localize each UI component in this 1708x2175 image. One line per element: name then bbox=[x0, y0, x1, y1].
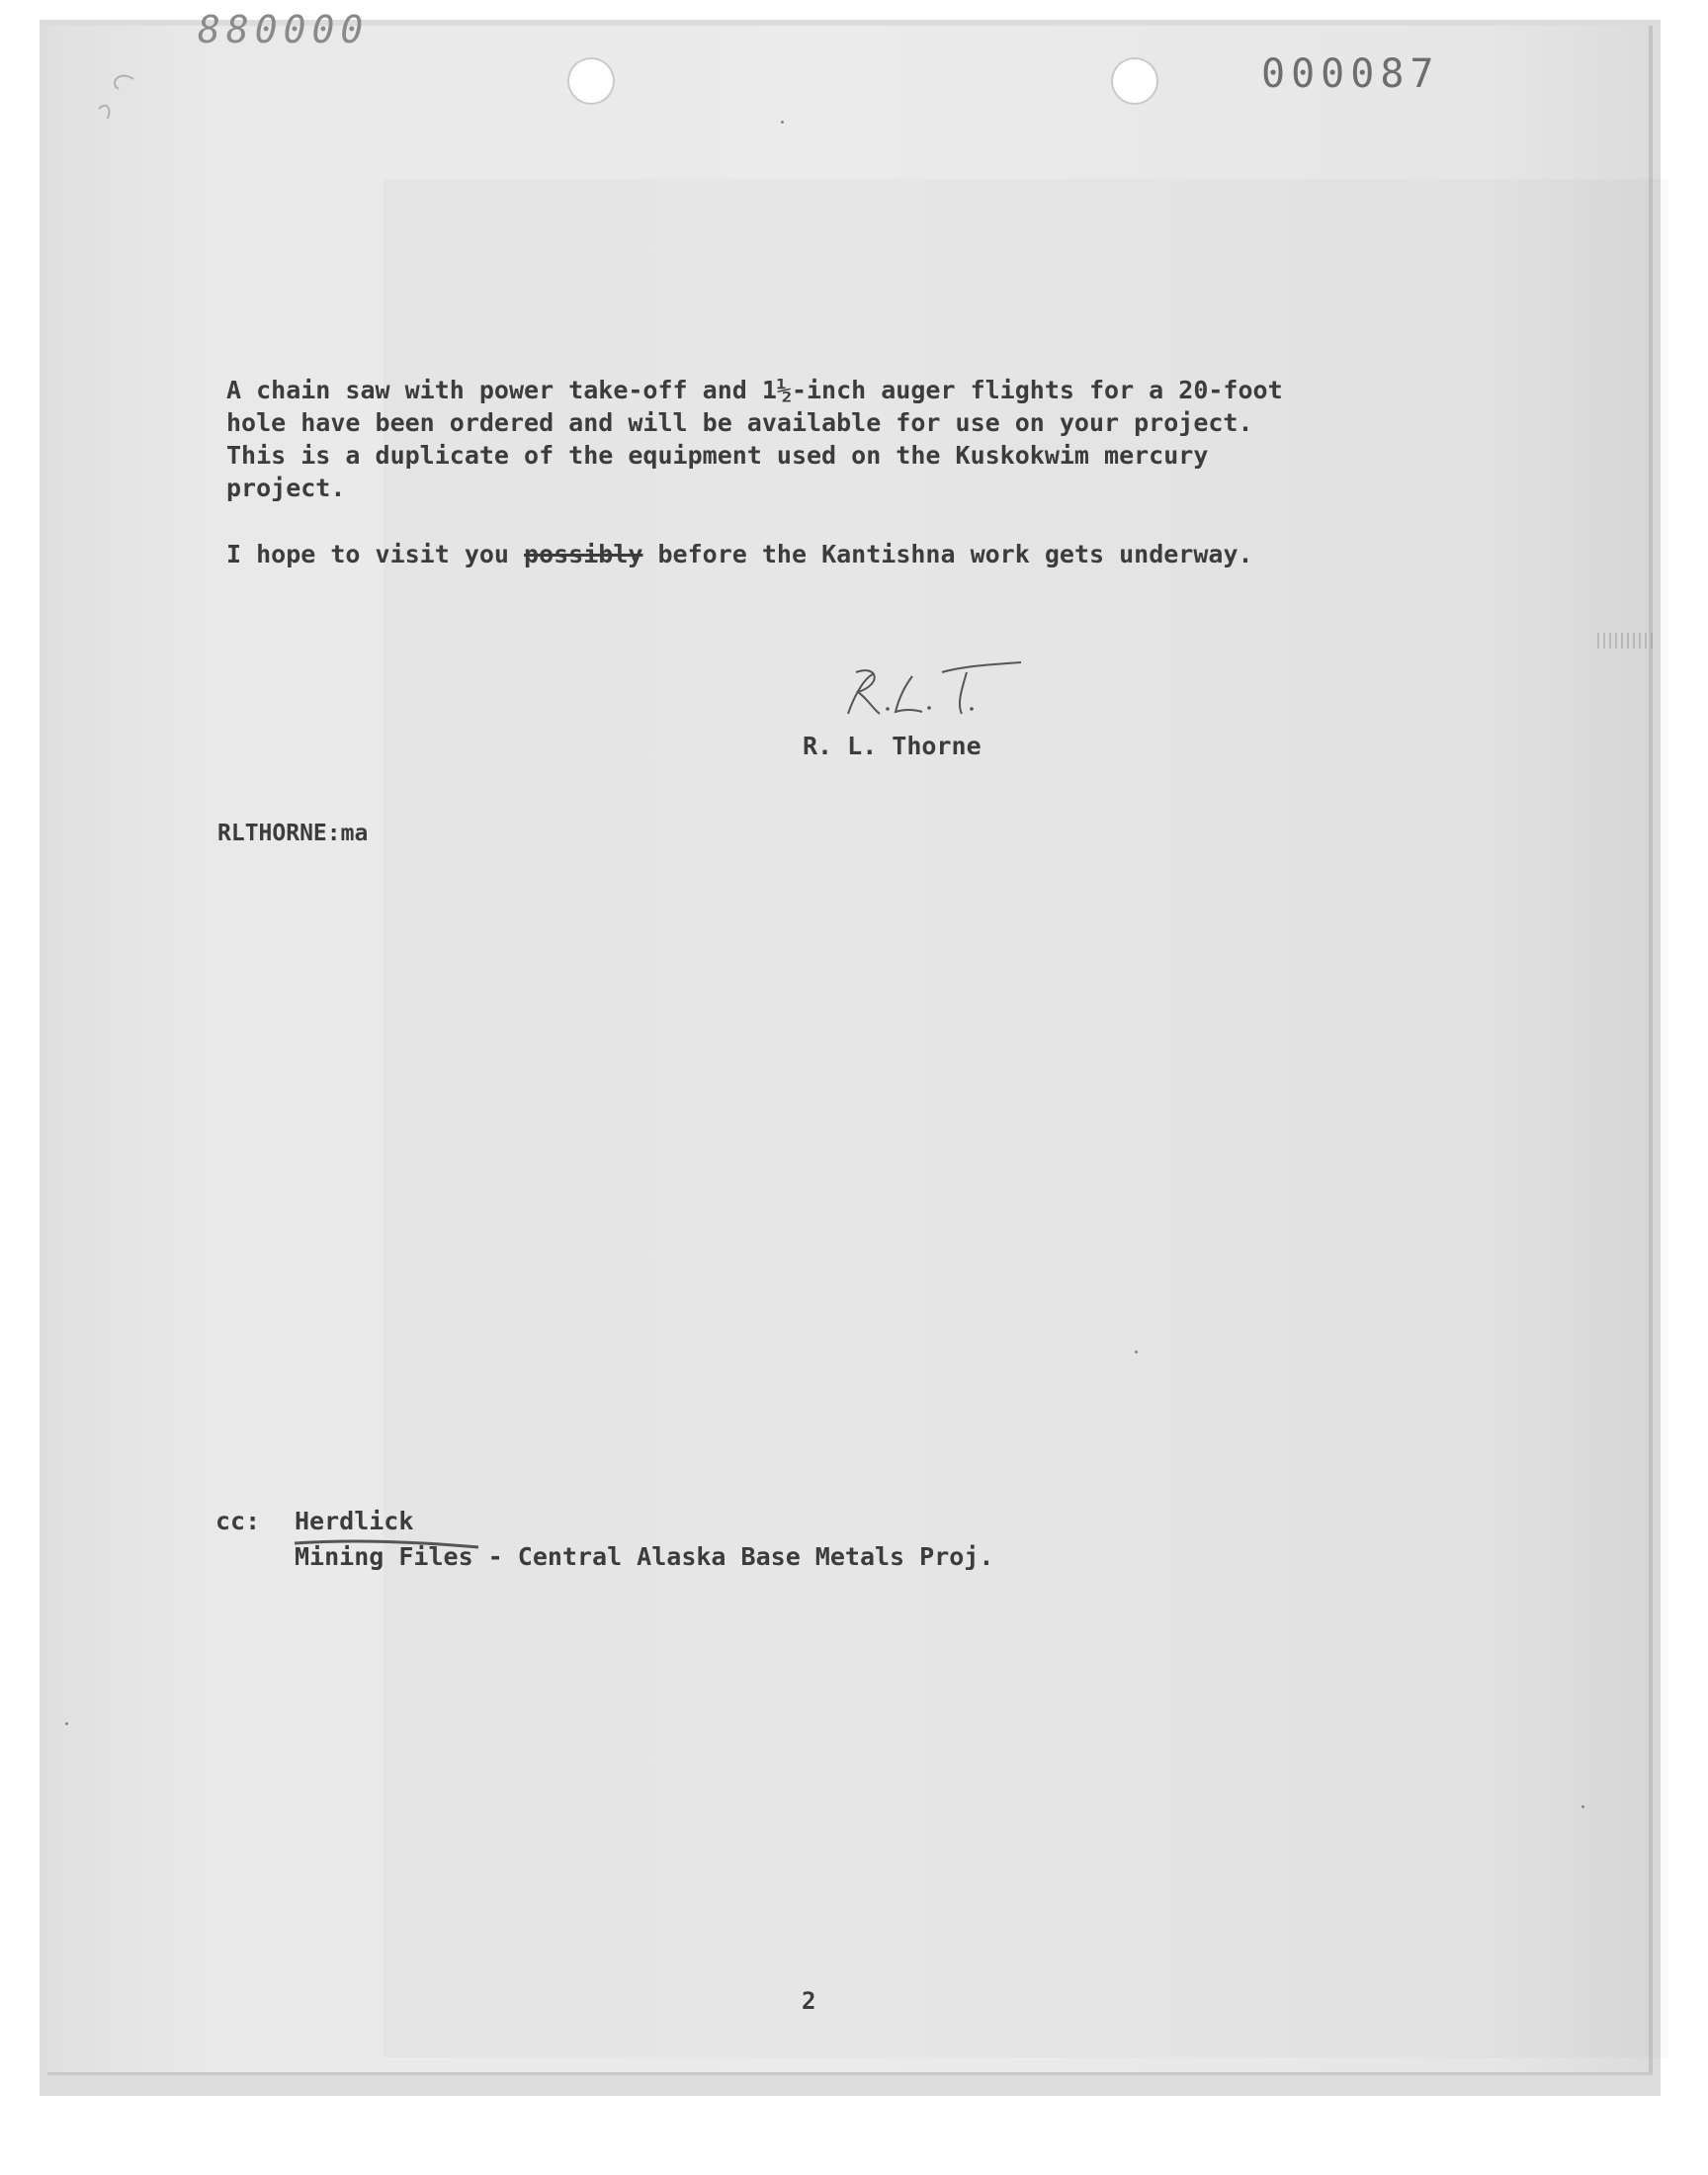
archive-stamp-right: 000087 bbox=[1261, 51, 1440, 97]
cc-label: cc: bbox=[215, 1507, 261, 1535]
scan-edge-mark bbox=[1597, 633, 1657, 649]
handwritten-signature bbox=[818, 654, 1036, 724]
paragraph-visit bbox=[226, 540, 1253, 568]
signer-name: R. L. Thorne bbox=[803, 732, 982, 760]
visit-text-start: I hope to visit you bbox=[226, 540, 525, 568]
scan-speck bbox=[781, 121, 784, 124]
visit-text-end: before the Kantishna work gets underway. bbox=[642, 540, 1253, 568]
document-page bbox=[47, 26, 1653, 2075]
page-number: 2 bbox=[802, 1987, 816, 2015]
cc-recipient: Herdlick bbox=[295, 1507, 414, 1535]
paragraph-line: A chain saw with power take-off and 1½-inch auger flights for a 20-foot bbox=[226, 376, 1283, 404]
scan-speck bbox=[1135, 1350, 1138, 1353]
punch-hole-left bbox=[567, 57, 615, 105]
scan-speck bbox=[65, 1722, 68, 1725]
paragraph-line: This is a duplicate of the equipment used on the Kuskokwim mercury bbox=[226, 441, 1209, 470]
paragraph-equipment bbox=[226, 374, 1283, 504]
paragraph-line: project. bbox=[226, 474, 346, 502]
cc-recipient: Mining Files - Central Alaska Base Metals Proj. bbox=[295, 1542, 994, 1571]
scan-speck bbox=[1581, 1805, 1584, 1808]
paragraph-line: hole have been ordered and will be available for use on your project. bbox=[226, 408, 1253, 437]
struck-word: possibly bbox=[524, 540, 643, 568]
archive-stamp-left: 880000 bbox=[198, 8, 370, 51]
punch-hole-right bbox=[1111, 57, 1158, 105]
reference-initials: RLTHORNE:ma bbox=[217, 821, 369, 846]
pencil-mark bbox=[79, 40, 148, 119]
